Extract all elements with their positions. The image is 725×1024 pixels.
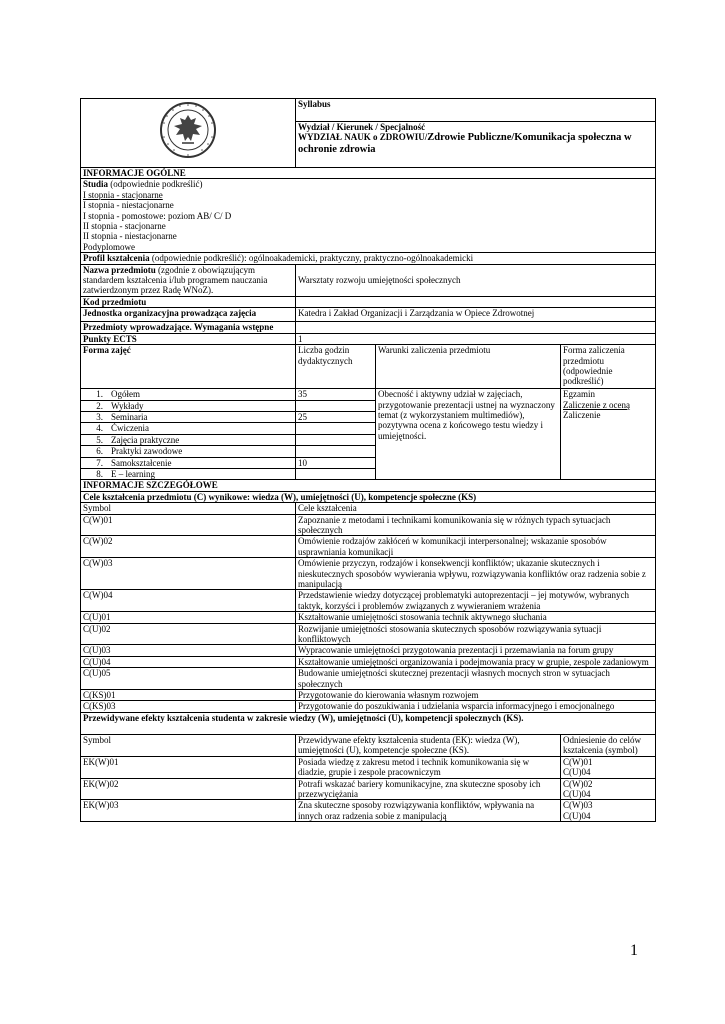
forma-zal-option: Zaliczenie z oceną	[563, 399, 630, 410]
form-row	[81, 389, 296, 400]
effect-text: Potrafi wskazać bariery komunikacyjne, zna skuteczne sposoby ich przezwyciężania	[296, 778, 561, 800]
effects-heading: Przewidywane efekty kształcenia studenta w zakresie wiedzy (W), umiejętności (U), kompetencji społecznych (KS).	[81, 712, 656, 734]
goal-row	[81, 590, 656, 612]
form-row	[81, 411, 296, 422]
goal-symbol: C(U)03	[81, 645, 296, 656]
form-num: 8.	[96, 468, 103, 479]
effect-ref-item: C(W)03	[563, 800, 593, 811]
goal-row	[81, 690, 656, 701]
form-row	[81, 423, 296, 434]
form-hours: 35	[296, 389, 376, 400]
forma-zal-option: Egzamin	[563, 389, 595, 400]
goal-row	[81, 558, 656, 590]
goals-col-symbol: Symbol	[81, 503, 296, 514]
effects-col-ref: Odniesienie do celów kształcenia (symbol)	[561, 734, 656, 756]
profil-hint: (odpowiednie podkreślić)	[149, 253, 245, 264]
effects-col-symbol: Symbol	[81, 734, 296, 756]
effect-ref	[561, 756, 656, 778]
wymagania-label: Przedmioty wprowadzające. Wymagania wstępne	[81, 322, 296, 333]
nazwa-label: Nazwa przedmiotu	[83, 264, 156, 275]
studia-option: I stopnia - pomostowe: poziom AB/ C/ D	[83, 210, 232, 221]
form-num: 6.	[96, 446, 103, 457]
forma-zal-option: Zaliczenie	[563, 409, 601, 420]
detailed-heading: INFORMACJE SZCZEGÓŁOWE	[81, 480, 656, 491]
effect-ref-item: C(W)02	[563, 778, 593, 789]
jednostka-label: Jednostka organizacyjna prowadząca zajęcia	[81, 308, 296, 322]
effect-text: Posiada wiedzę z zakresu metod i technik komunikowania się w diadzie, grupie i zespole pracowniczym	[296, 756, 561, 778]
form-hours	[296, 400, 376, 411]
jednostka-value: Katedra i Zakład Organizacji i Zarządzania w Opiece Zdrowotnej	[296, 308, 656, 322]
goal-text: Kształtowanie umiejętności organizowania i podejmowania pracy w grupie, zespole zadaniowym	[296, 656, 656, 667]
ects-value: 1	[296, 333, 656, 344]
studia-option: Podyplomowe	[83, 241, 136, 252]
effect-ref-item: C(U)04	[563, 767, 591, 778]
major-value: Zdrowie Publiczne/Komunikacja społeczna w ochronie zdrowia	[298, 132, 632, 156]
form-name: Wykłady	[111, 400, 144, 411]
form-hours	[296, 446, 376, 457]
form-row	[81, 434, 296, 445]
form-num: 5.	[96, 434, 103, 445]
university-seal-icon	[158, 101, 218, 159]
effect-row	[81, 756, 656, 778]
form-row	[81, 457, 296, 468]
form-name: Zajęcia praktyczne	[111, 434, 180, 445]
studia-option: I stopnia - niestacjonarne	[83, 200, 174, 211]
goal-symbol: C(KS)01	[81, 690, 296, 701]
goal-symbol: C(U)01	[81, 612, 296, 623]
form-hours: 10	[296, 457, 376, 468]
syllabus-title: Syllabus	[296, 99, 656, 122]
forma-zal-header: Forma zaliczenia przedmiotu (odpowiednie podkreślić)	[561, 345, 656, 389]
studia-hint: (odpowiednie podkreślić)	[108, 179, 203, 190]
goal-symbol: C(W)02	[81, 536, 296, 558]
nazwa-value: Warsztaty rozwoju umiejętności społecznych	[296, 264, 656, 296]
effect-ref	[561, 800, 656, 822]
goal-text: Omówienie rodzajów zakłóceń w komunikacji interpersonalnej; wskazanie sposobów usprawniania komunikacji	[296, 536, 656, 558]
faculty-label: Wydział / Kierunek / Specjalność	[298, 122, 426, 132]
form-name: Ogółem	[111, 389, 140, 400]
warunki-value: Obecność i aktywny udział w zajęciach, przygotowanie prezentacji ustnej na wyznaczony temat (z wykorzystaniem multimediów), pozytywna ocena z końcowego testu wiedzy i umiejętności.	[376, 389, 561, 480]
effect-text: Zna skuteczne sposoby rozwiązywania konfliktów, wpływania na innych oraz radzenia sobie z manipulacją	[296, 800, 561, 822]
goal-text: Kształtowanie umiejętności stosowania technik aktywnego słuchania	[296, 612, 656, 623]
warunki-header: Warunki zaliczenia przedmiotu	[376, 345, 561, 389]
goal-row	[81, 701, 656, 712]
goal-symbol: C(W)03	[81, 558, 296, 590]
effect-ref-item: C(W)01	[563, 756, 593, 767]
faculty-value: WYDZIAŁ NAUK o ZDROWIU/	[298, 132, 428, 143]
effect-symbol: EK(W)02	[81, 778, 296, 800]
kod-value	[296, 296, 656, 307]
goal-text: Budowanie umiejętności skutecznej prezentacji własnych mocnych stron w sytuacjach społecznych	[296, 668, 656, 690]
goals-col-goal: Cele kształcenia	[296, 503, 656, 514]
studia-option: II stopnia - stacjonarne	[83, 221, 166, 232]
goals-heading: Cele kształcenia przedmiotu (C) wynikowe: wiedza (W), umiejętności (U), kompetencje społeczne (KS)	[81, 491, 656, 502]
form-name: E – learning	[111, 468, 155, 479]
goal-row	[81, 536, 656, 558]
form-name: Seminaria	[111, 411, 148, 422]
form-hours	[296, 468, 376, 479]
goal-text: Rozwijanie umiejętności stosowania skutecznych sposobów rozwiązywania sytuacji konfliktowych	[296, 623, 656, 645]
ects-label: Punkty ECTS	[81, 333, 296, 344]
goal-text: Przygotowanie do poszukiwania i udzielania wsparcia informacyjnego i emocjonalnego	[296, 701, 656, 712]
goal-symbol: C(U)04	[81, 656, 296, 667]
goal-row	[81, 514, 656, 536]
logo-cell	[81, 99, 296, 168]
goal-text: Przedstawienie wiedzy dotyczącej problematyki autoprezentacji – jej motywów, wybranych taktyk, korzyści i problemów związanych z wywieraniem wrażenia	[296, 590, 656, 612]
effect-symbol: EK(W)01	[81, 756, 296, 778]
effect-symbol: EK(W)03	[81, 800, 296, 822]
goal-symbol: C(W)01	[81, 514, 296, 536]
form-num: 7.	[96, 457, 103, 468]
studia-option: II stopnia - niestacjonarne	[83, 231, 177, 242]
profil-label: Profil kształcenia	[83, 253, 150, 264]
goal-symbol: C(KS)03	[81, 701, 296, 712]
form-hours	[296, 434, 376, 445]
syllabus-table	[80, 98, 656, 822]
effect-ref	[561, 778, 656, 800]
effect-ref-item: C(U)04	[563, 810, 591, 821]
goal-row	[81, 656, 656, 667]
goal-symbol: C(U)05	[81, 668, 296, 690]
form-num: 3.	[96, 411, 103, 422]
form-name: Praktyki zawodowe	[111, 446, 183, 457]
goal-text: Zapoznanie z metodami i technikami komunikowania się w różnych typach sytuacjach społecznych	[296, 514, 656, 536]
page-number: 1	[630, 942, 638, 959]
general-heading: INFORMACJE OGÓLNE	[81, 168, 656, 179]
kod-label: Kod przedmiotu	[81, 296, 296, 307]
goal-text: Wypracowanie umiejętności przygotowania prezentacji i przemawiania na forum grupy	[296, 645, 656, 656]
effect-ref-item: C(U)04	[563, 788, 591, 799]
goal-row	[81, 623, 656, 645]
godziny-header: Liczba godzin dydaktycznych	[296, 345, 376, 389]
effect-row	[81, 778, 656, 800]
goal-row	[81, 668, 656, 690]
form-hours: 25	[296, 411, 376, 422]
goal-symbol: C(U)02	[81, 623, 296, 645]
form-hours	[296, 423, 376, 434]
profil-value: : ogólnoakademicki, praktyczny, praktyczno-ogólnoakademicki	[244, 253, 474, 264]
studia-cell	[81, 179, 656, 253]
form-name: Samokształcenie	[111, 457, 172, 468]
form-name: Ćwiczenia	[111, 423, 149, 434]
form-num: 2.	[96, 400, 103, 411]
syllabus-document	[80, 98, 655, 822]
form-num: 4.	[96, 423, 103, 434]
form-row	[81, 468, 296, 479]
goal-row	[81, 612, 656, 623]
goal-text: Przygotowanie do kierowania własnym rozwojem	[296, 690, 656, 701]
nazwa-label-cell	[81, 264, 296, 296]
forma-zal-cell	[561, 389, 656, 480]
forma-label: Forma zajęć	[81, 345, 296, 389]
goal-text: Omówienie przyczyn, rodzajów i konsekwencji konfliktów; ukazanie skutecznych i nieskutecznych sposobów wywierania wpływu, rozwiązywania konfliktów oraz radzenia sobie z manipulacją	[296, 558, 656, 590]
nazwa-hint: (zgodnie z obowiązującym standardem kształcenia i/lub programem nauczania zatwierdzonym przez Radę WNoZ).	[83, 264, 268, 296]
effect-row	[81, 800, 656, 822]
form-row	[81, 446, 296, 457]
wymagania-value	[296, 322, 656, 333]
faculty-cell	[296, 122, 656, 168]
studia-label: Studia	[83, 179, 109, 190]
studia-option: I stopnia - stacjonarne	[83, 189, 163, 200]
profil-cell	[81, 253, 656, 264]
effects-col-effect: Przewidywane efekty kształcenia studenta (EK): wiedza (W), umiejętności (U), kompetencje społeczne (KS).	[296, 734, 561, 756]
goal-symbol: C(W)04	[81, 590, 296, 612]
form-num: 1.	[96, 389, 103, 400]
goal-row	[81, 645, 656, 656]
form-row	[81, 400, 296, 411]
